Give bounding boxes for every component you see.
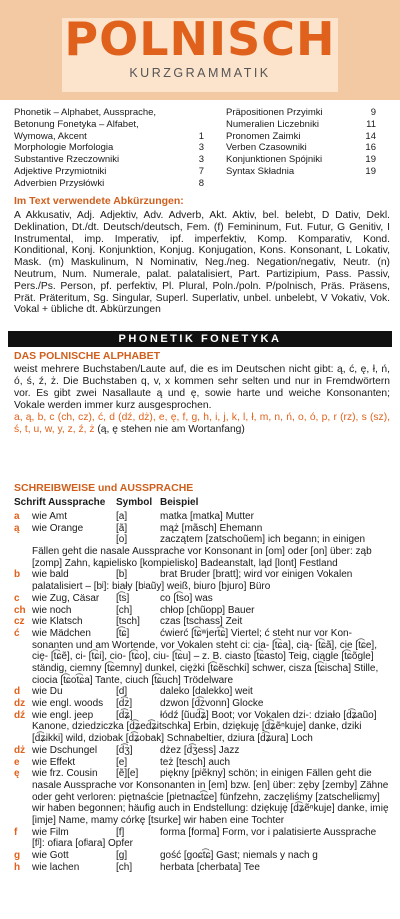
table-row [0,511,400,523]
toc-entry-page: 11 [366,118,376,130]
row-pronunciation: wie Mädchen [32,627,91,639]
toc-entry-page: 3 [198,154,204,166]
row-symbol: [tsch] [116,616,140,628]
toc-entry-label: Phonetik – Alphabet, Aussprache, [14,107,157,118]
toc-entry [14,131,204,143]
row-example: forma [forma] Form, vor i palatisierte Aussprache [160,826,377,838]
row-letter: g [14,850,21,862]
row-pronunciation: wie Du [32,686,63,698]
table-row [0,605,400,617]
toc-entry-label: Morphologie Morfologia [14,142,114,154]
row-symbol: [ch] [116,604,133,616]
table-row-continuation: palatalisiert – [bʲ]: biały [bʲaũy] weiß, biuro [bjuro] Büro [32,581,271,593]
toc-entry-page: 3 [198,142,204,154]
table-row-continuation: [fʲ]: ofiara [ofʲara] Opfer [32,838,134,850]
alphabet-letter-list: a, ą, b, c (ch, cz), ć, d (dź, dż), e, ę, f, g, h, i, j, k, l, ł, m, n, ń, o, ó, p, r (rz), s (sz), ś, t, u, w, y, z, ź, ż [14,412,390,435]
row-letter: e [14,756,20,768]
table-row [0,698,400,710]
toc-entry [14,119,204,131]
section-bar: PHONETIK FONETYKA [8,331,392,347]
row-example: brat Bruder [bratt]; wird vor einigen Vokalen [160,569,353,581]
row-symbol: [a] [116,511,128,522]
toc-entry-page: 16 [365,142,376,154]
row-letter: h [14,861,21,873]
row-pronunciation: wie noch [32,604,72,616]
toc-entry-page: 8 [198,177,204,189]
row-symbol: [t͡ɕ] [116,627,130,639]
row-symbol: [e] [116,756,128,768]
row-example: matka [matka] Mutter [160,511,254,522]
row-example: też [tesch] auch [160,756,231,768]
toc-entry-page: 1 [198,130,204,142]
column-header-writing: Schrift Aussprache [14,497,106,508]
row-example: gość [goɕt͡ɕ] Gast; niemals y nach g [160,850,318,862]
table-row [0,686,400,698]
row-example: piękny [pʲẽkny] schön; in einigen Fällen geht die [160,768,372,780]
row-symbol: [g] [116,850,128,862]
row-letter: b [14,569,21,581]
toc-entry-label: Adjektive Przymiotniki [14,165,107,177]
table-row-continuation: nasale Aussprache vor Konsonanten in [em] bzw. [en] über: zęby [zemby] Zähne oder geht verloren: piętnaście [pʲetnaɕt͡ɕe] fünfzehn, zaczęliśmy [zatschelʲiɕmy] wir haben begonnen; häufig auch in Endstellung: dziękuję [d͡ʑẽⁿkuje] danke, imię [imje] Name, mamy córkę [tsurke] wir haben eine Tochter [32,779,389,827]
toc-entry-label: Syntax Składnia [226,165,295,177]
row-pronunciation: wie Orange [32,522,84,534]
toc-entry-page: 14 [365,130,376,142]
row-letter: a [14,511,20,522]
toc-entry [226,119,376,131]
toc-entry [226,154,376,166]
toc-entry-label: Substantive Rzeczowniki [14,154,120,166]
column-header-example: Beispiel [160,497,199,508]
alphabet-paragraph: weist mehrere Buchstaben/Laute auf, die es im Deutschen nicht gibt: ą, ć, ę, ł, ń, ó, ś, ź, ż. Die Buchstaben q, v, x kommen sehr selten und nur in Fremdwörtern vor. Es gibt zwei Nasallaute ą und ę, sowie harte und weiche Konsonanten; Vokale werden immer kurz ausgesprochen. [14,364,390,411]
toc-entry [226,142,376,154]
row-example: zaczątem [zatschoũem] ich begann; in einigen [160,534,366,546]
table-row-continuation: Kanone, dziedziczka [d͡ʑed͡ʑitschka] Erbin, dziękuję [d͡ʑẽⁿkuje] danke, dziki [d͡ʑikki] wild, dziobak [d͡ʑobak] Schnabeltier, dziura [d͡ʑura] Loch [32,721,362,745]
toc-entry-label: Konjunktionen Spójniki [226,154,323,166]
alphabet-title: DAS POLNISCHE ALPHABET [14,350,161,362]
row-example: ćwierć [t͡ɕʷjert͡ɕ] Viertel; ć steht nur vor Kon- [160,627,352,639]
row-pronunciation: wie frz. Cousin [32,768,98,780]
table-row-continuation: Fällen geht die nasale Aussprache vor Konsonant in [om] oder [on] über: ząb [zomp] Zahn, kąpielisko [kompielisko] Badeanstalt, ląd [lont] Festland [32,546,372,569]
row-pronunciation: wie Zug, Cäsar [32,592,100,604]
row-example: daleko [dalekko] weit [160,686,253,698]
toc-entry-label: Adverbien Przysłówki [14,177,105,189]
toc-entry-label: Wymowa, Akcent [14,130,87,142]
row-example: herbata [cherbata] Tee [160,861,260,873]
column-header-symbol: Symbol [116,497,153,508]
row-symbol: [d͡z] [116,698,133,710]
pronunciation-title: SCHREIBWEISE und AUSSPRACHE [14,482,194,494]
table-row [0,757,400,769]
row-pronunciation: wie engl. jeep [32,709,94,721]
toc-right-column [226,107,376,178]
toc-entry [14,166,204,178]
row-example: co [t͡so] was [160,592,213,604]
row-symbol: [d] [116,686,128,698]
row-symbol: [f] [116,826,125,838]
table-row [0,862,400,874]
row-pronunciation: wie Effekt [32,756,76,768]
table-row [0,710,400,722]
toc-entry-label: Verben Czasowniki [226,142,307,154]
row-example: chłop [chũopp] Bauer [160,604,255,616]
abbreviations-title: Im Text verwendete Abkürzungen: [14,195,184,207]
row-example: czas [tschass] Zeit [160,616,243,628]
table-row [0,745,400,757]
toc-entry [14,154,204,166]
toc-entry-label: Präpositionen Przyimki [226,107,323,118]
row-symbol: [t͡s] [116,592,130,604]
toc-entry [14,142,204,154]
row-symbol: [ã] [116,522,128,534]
header [0,0,400,100]
toc-entry-label: Pronomen Zaimki [226,130,301,142]
row-symbol: [d͡ʑ] [116,709,133,721]
row-example: dzwon [d͡zvonn] Glocke [160,698,264,710]
row-pronunciation: wie Amt [32,511,68,522]
toc-entry-page: 7 [198,165,204,177]
row-symbol: [b] [116,569,128,581]
row-letter: c [14,592,20,604]
row-letter: cz [14,616,25,628]
row-symbol: [ẽ][e] [116,768,139,780]
row-pronunciation: wie Gott [32,850,69,862]
page-subtitle: KURZGRAMMATIK [129,66,271,80]
row-letter: dz [14,698,26,710]
toc-entry-label: Numeralien Liczebniki [226,118,319,130]
row-pronunciation: wie bald [32,569,69,581]
row-letter: f [14,826,18,838]
table-row [0,616,400,628]
row-letter: dż [14,744,26,756]
toc-entry [226,131,376,143]
table-row [0,593,400,605]
table-row [0,534,400,546]
toc-entry-label: Betonung Fonetyka – Alfabet, [14,118,139,130]
table-row [0,628,400,640]
row-example: łódź [ũud͡ʑ] Boot; vor Vokalen dzi-: działo [d͡ʑaũo] [160,709,377,721]
toc-left-column [14,107,204,190]
row-pronunciation: wie lachen [32,861,80,873]
pronunciation-table [0,511,400,874]
toc-entry [226,107,376,119]
table-row [0,523,400,535]
row-letter: ę [14,768,20,780]
row-letter: d [14,686,21,698]
row-example: dżez [d͡ʒess] Jazz [160,744,240,756]
row-example: mąż [mãsch] Ehemann [160,522,263,534]
toc-entry-page: 19 [365,165,376,177]
table-row [0,850,400,862]
table-row-continuation: sonanten und am Wortende, vor Vokalen steht ci: cia- [t͡ɕa], cią- [t͡ɕã], cie [t͡ɕe], cię- [t͡ɕẽ], ci- [t͡ɕi], cio- [t͡ɕo], ciu- [t͡ɕu] – z. B. ciasto [t͡ɕasto] Teig, ciągle [t͡ɕõgle] ständig, ciemny [t͡ɕemny] dunkel, ciężki [t͡ɕẽschki] schwer, cisza [t͡ɕischa] Stille, ciocia [t͡ɕot͡ɕa] Tante, ciuch [t͡ɕuch] Trödelware [32,639,379,686]
alphabet-letters [14,412,390,436]
row-pronunciation: wie engl. woods [32,698,104,710]
row-pronunciation: wie Klatsch [32,616,83,628]
row-letter: ą [14,522,20,534]
toc-entry [226,166,376,178]
toc-entry [14,107,204,119]
table-row [0,569,400,581]
row-letter: dź [14,709,26,721]
toc-entry-page: 9 [370,107,376,118]
row-symbol: [o] [116,534,128,546]
row-symbol: [ch] [116,861,133,873]
table-row [0,827,400,839]
row-pronunciation: wie Film [32,826,69,838]
row-pronunciation: wie Dschungel [32,744,98,756]
table-row [0,768,400,780]
row-letter: ch [14,604,26,616]
page-title: POLNISCH [64,12,336,66]
alphabet-letter-note: (ą, ę stehen nie am Wortanfang) [97,423,245,435]
row-letter: ć [14,627,20,639]
toc-entry [14,178,204,190]
abbreviations-text: A Akkusativ, Adj. Adjektiv, Adv. Adverb, Akt. Aktiv, bel. belebt, D Dativ, Dekl. Deklination, Dt./dt. Deutsch/deutsch, Fem. (f) Femininum, Fut. Futur, G Genitiv, I Instrumental, imp. Imperativ, ipf. imperfektiv, Komp. Komparativ, Kond. Konditional, Konj. Konjunktion, Konjug. Konjugation, Kons. Konsonant, L Lokativ, Mask. (m) Maskulinum, N Nominativ, Neg./neg. Negation/negativ, Neutr. (n) Neutrum, Num. Numerale, palat. palatalisiert, Part. Partizipium, Pass. Passiv, Pers./Ps. Person, pf. perfektiv, Pl. Plural, Poln./poln. P/polnisch, Präs. Präsens, Prät. Präteritum, Sg. Singular, Superl. Superlativ, unbel. unbelebt, V Vokativ, Vok. Vokal + übliche dt. Abkürzungen [14,210,390,316]
row-symbol: [d͡ʒ] [116,744,133,756]
toc-entry-page: 19 [365,154,376,166]
